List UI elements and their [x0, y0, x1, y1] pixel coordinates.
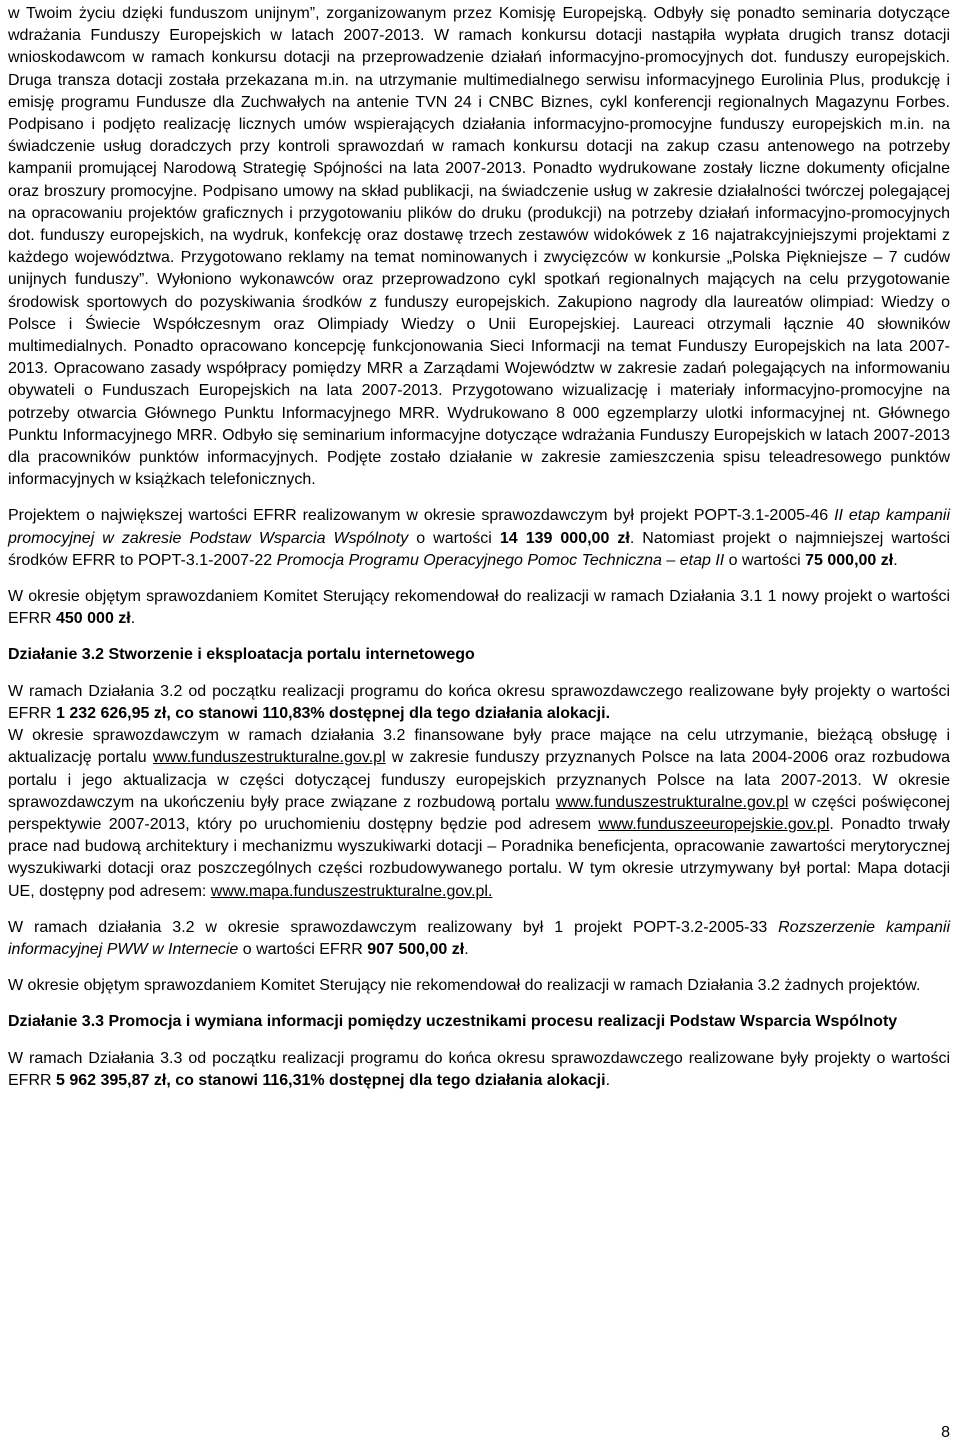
- paragraph-committee-3-1: W okresie objętym sprawozdaniem Komitet Sterujący rekomendował do realizacji w ramach Działania 3.1 1 nowy projekt o wartości EFRR 450 000 zł.: [8, 588, 950, 628]
- project-value-bold: 75 000,00 zł: [805, 551, 894, 569]
- project-title-italic: Rozszerzenie kampanii informacyjnej PWW w Internecie: [8, 918, 950, 958]
- project-value-bold: 14 139 000,00 zł: [499, 529, 630, 547]
- project-value-bold: 907 500,00 zł: [367, 940, 465, 958]
- paragraph-3-2-project: W ramach działania 3.2 w okresie sprawozdawczym realizowany był 1 projekt POPT-3.2-2005-33 Rozszerzenie kampanii informacyjnej PWW w Internecie o wartości EFRR 907 500,00 zł.: [8, 918, 950, 958]
- paragraph-3-2-value: W ramach Działania 3.2 od początku realizacji programu do końca okresu sprawozdawczego realizowane były projekty o wartości EFRR 1 232 626,95 zł, co stanowi 110,83% dostępnej dla tego działania alokacji.: [8, 682, 950, 722]
- project-title-italic: Promocja Programu Operacyjnego Pomoc Techniczna – etap II: [276, 551, 725, 569]
- paragraph-3-3-value: W ramach Działania 3.3 od początku realizacji programu do końca okresu sprawozdawczego realizowane były projekty o wartości EFRR 5 962 395,87 zł, co stanowi 116,31% dostępnej dla tego działania alokacji.: [8, 1049, 950, 1089]
- portal-link[interactable]: www.funduszeeuropejskie.gov.pl: [598, 815, 830, 833]
- paragraph-largest-project: Projektem o największej wartości EFRR realizowanym w okresie sprawozdawczym był projekt POPT-3.1-2005-46 II etap kampanii promocyjnej w zakresie Podstaw Wsparcia Wspólnoty o wartości 14 139 000,00 zł. Natomiast projekt o najmniejszej wartości środków EFRR to POPT-3.1-2007-22 Promocja Programu Operacyjnego Pomoc Techniczna – etap II o wartości 75 000,00 zł.: [8, 507, 951, 569]
- section-heading-3-2: Działanie 3.2 Stworzenie i eksploatacja portalu internetowego: [8, 646, 475, 664]
- project-title-italic: II etap kampanii promocyjnej w zakresie Podstaw Wsparcia Wspólnoty: [8, 507, 950, 547]
- portal-link[interactable]: www.funduszestrukturalne.gov.pl: [555, 793, 789, 811]
- section-heading-3-3: Działanie 3.3 Promocja i wymiana informacji pomiędzy uczestnikami procesu realizacji Podstaw Wsparcia Wspólnoty: [8, 1013, 898, 1031]
- portal-link[interactable]: www.mapa.funduszestrukturalne.gov.pl.: [210, 882, 493, 900]
- portal-link[interactable]: www.funduszestrukturalne.gov.pl: [152, 749, 386, 767]
- allocation-bold: 1 232 626,95 zł, co stanowi 110,83% dostępnej dla tego działania alokacji.: [56, 704, 611, 722]
- page-number: 8: [941, 1424, 950, 1441]
- paragraph-portal-work: W okresie sprawozdawczym w ramach działania 3.2 finansowane były prace mające na celu utrzymanie, bieżącą obsługę i aktualizację portalu www.funduszestrukturalne.gov.pl w zakresie funduszy przyznanych Polsce na lata 2004-2006 oraz rozbudowa portalu i jego aktualizacja w części dotyczącej funduszy europejskich przyznanych Polsce na lata 2007-2013. W okresie sprawozdawczym na ukończeniu były prace związane z rozbudową portalu www.funduszestrukturalne.gov.pl w części poświęconej perspektywie 2007-2013, który po uruchomieniu dostępny będzie pod adresem www.funduszeeuropejskie.gov.pl. Ponadto trwały prace nad budową architektury i mechanizmu wyszukiwarki dotacji – Poradnika beneficjenta, opracowanie zawartości merytorycznej wyszukiwarki dotacji oraz poszczególnych części rozbudowywanego portalu. W tym okresie utrzymywany był portal: Mapa dotacji UE, dostępny pod adresem: www.mapa.funduszestrukturalne.gov.pl.: [8, 727, 950, 900]
- document-page: [8, 0, 950, 1092]
- allocation-bold: 5 962 395,87 zł, co stanowi 116,31% dostępnej dla tego działania alokacji: [56, 1071, 606, 1089]
- paragraph-info-activities: w Twoim życiu dzięki funduszom unijnym”, zorganizowanym przez Komisję Europejską. Odbyły się ponadto seminaria dotyczące wdrażania Funduszy Europejskich w latach 2007-2013. W ramach konkursu dotacji nastąpiła wypłata drugich transz dotacji wnioskodawcom w ramach konkursu dotacji na przeprowadzenie działań informacyjno-promocyjnych dot. funduszy europejskich. Druga transza dotacji została przekazana m.in. na utrzymanie multimedialnego serwisu informacyjnego Eurolinia Plus, produkcję i emisję programu Fundusze dla Zuchwałych na antenie TVN 24 i CNBC Biznes, cykl konferencji regionalnych Magazynu Forbes. Podpisano i podjęto realizację licznych umów wspierających działania informacyjno-promocyjne funduszy europejskich m.in. na świadczenie usług doradczych przy kontroli sprawozdań w ramach konkursu dotacji na zakup czasu antenowego na potrzeby kampanii promującej Narodową Strategię Spójności na lata 2007-2013. Ponadto wydrukowane zostały liczne dokumenty oficjalne oraz broszury promocyjne. Podpisano umowy na skład publikacji, na świadczenie usług w zakresie działalności twórczej polegającej na opracowaniu projektów graficznych i przygotowaniu plików do druku (produkcji) na potrzeby działań informacyjno-promocyjnych dot. funduszy europejskich, na wydruk, konfekcję oraz dostawę trzech zestawów widokówek z 16 najatrakcyjniejszymi projektami z każdego województwa. Przygotowano reklamy na temat nominowanych i zwycięzców w konkursie „Polska Piękniejsze – 7 cudów unijnych funduszy”. Wyłoniono wykonawców oraz przeprowadzono cykl spotkań regionalnych mających na celu przygotowanie środowisk sportowych do pozyskiwania środków z funduszy europejskich. Zakupiono nagrody dla laureatów olimpiad: Wiedzy o Polsce i Świecie Współczesnym oraz Olimpiady Wiedzy o Unii Europejskiej. Laureaci otrzymali łącznie 40 słowników multimedialnych. Ponadto opracowano koncepcję funkcjonowania Sieci Informacji na temat Funduszy Europejskich na lata 2007-2013. Opracowano zasady współpracy pomiędzy MRR a Zarządami Województw w zakresie zadań polegających na informowaniu obywateli o Funduszach Europejskich na lata 2007-2013. Przygotowano wizualizację i materiały informacyjno-promocyjne na potrzeby otwarcia Głównego Punktu Informacyjnego MRR. Wydrukowano 8 000 egzemplarzy ulotki informacyjnej nt. Głównego Punktu Informacyjnego MRR. Odbyło się seminarium informacyjne dotyczące wdrażania Funduszy Europejskich w latach 2007-2013 dla pracowników punktów informacyjnych. Podjęte zostało działanie w zakresie zamieszczenia spisu teleadresowego punktów informacyjnych w książkach telefonicznych.: [8, 5, 950, 489]
- paragraph-committee-3-2: W okresie objętym sprawozdaniem Komitet Sterujący nie rekomendował do realizacji w ramach Działania 3.2 żadnych projektów.: [8, 977, 921, 995]
- project-value-bold: 450 000 zł: [56, 610, 131, 628]
